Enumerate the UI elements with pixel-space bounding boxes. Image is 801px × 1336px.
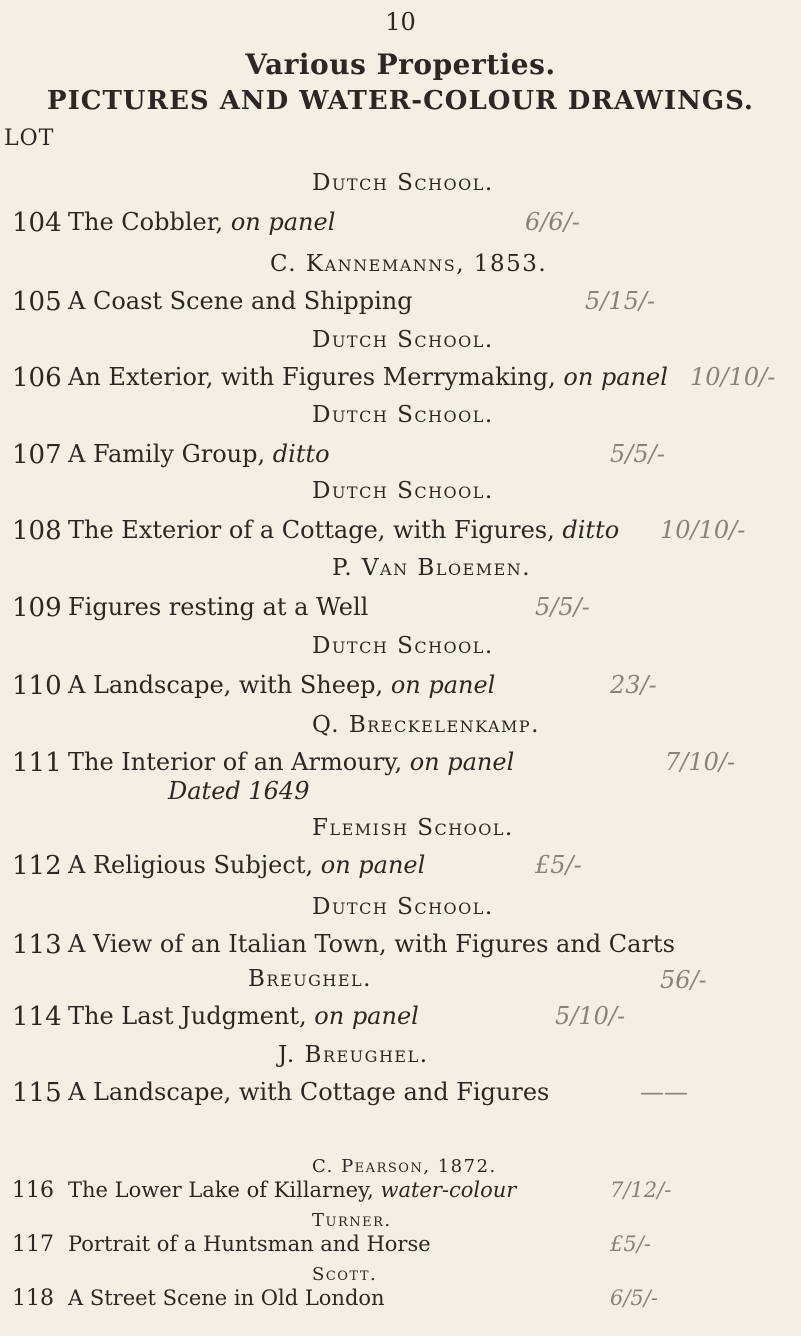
hammer-price: 56/-: [660, 966, 707, 994]
lot-medium: water-colour: [380, 1178, 517, 1202]
lot-title: Figures resting at a Well: [68, 593, 369, 621]
lot-description: The Lower Lake of Killarney, water-colour: [68, 1178, 517, 1202]
hammer-price: 5/10/-: [555, 1002, 626, 1030]
lot-entry: [0, 1178, 801, 1218]
lot-medium: on panel: [390, 671, 496, 699]
lot-entry: [0, 516, 801, 556]
hammer-price: 5/5/-: [535, 593, 590, 621]
lot-title: A Landscape, with Sheep,: [68, 671, 384, 699]
artist-heading: Dutch School.: [312, 327, 494, 353]
lot-entry: [0, 593, 801, 633]
lot-entry: [0, 1002, 801, 1042]
lot-entry: [0, 440, 801, 480]
section-title: PICTURES AND WATER-COLOUR DRAWINGS.: [47, 86, 754, 116]
lot-entry: [0, 208, 801, 248]
artist-line: [0, 966, 801, 1006]
lot-description: [68, 287, 413, 315]
artist-heading: Turner.: [312, 1210, 392, 1231]
artist-heading: C. Pearson, 1872.: [312, 1156, 497, 1177]
lot-number: 108: [12, 516, 62, 546]
lot-entry: [0, 1078, 801, 1118]
lot-description: [68, 593, 368, 621]
lot-description: [68, 208, 335, 236]
lot-description: [68, 1078, 549, 1106]
lot-entry: [0, 748, 801, 788]
artist-heading: J. Breughel.: [278, 1042, 429, 1068]
lot-title: The Interior of an Armoury,: [68, 748, 403, 776]
lot-description: [68, 748, 514, 776]
artist-heading: P. Van Bloemen.: [332, 555, 532, 581]
lot-number: 117: [12, 1232, 54, 1257]
lot-medium: on panel: [563, 363, 668, 391]
lot-medium: on panel: [314, 1002, 419, 1030]
artist-heading: Dutch School.: [312, 633, 494, 659]
hammer-price: £5/-: [535, 851, 582, 879]
lot-number: 109: [12, 593, 62, 623]
lot-title: A Coast Scene and Shipping: [68, 287, 413, 315]
lot-number: 118: [12, 1286, 54, 1311]
lot-number: 110: [12, 671, 62, 701]
hammer-price: ——: [640, 1078, 688, 1106]
lot-description: [68, 363, 668, 391]
hammer-price: £5/-: [610, 1232, 651, 1256]
artist-heading: Scott.: [312, 1264, 378, 1285]
lot-title: The Cobbler,: [68, 208, 224, 236]
lot-title: A Landscape, with Cottage and Figures: [68, 1078, 550, 1106]
lot-entry: [0, 1232, 801, 1272]
lot-number: 107: [12, 440, 62, 470]
lot-entry: [0, 1286, 801, 1326]
lot-medium: on panel: [409, 748, 515, 776]
artist-heading: C. Kannemanns, 1853.: [270, 251, 548, 277]
artist-heading: Dutch School.: [312, 402, 494, 428]
lot-entry: [0, 671, 801, 711]
lot-medium: on panel: [320, 851, 426, 879]
artist-heading: Flemish School.: [312, 815, 514, 841]
lot-entry: [0, 363, 801, 403]
lot-number: 112: [12, 851, 62, 881]
lot-entry: [0, 851, 801, 891]
hammer-price: 7/10/-: [665, 748, 736, 776]
lot-title: The Exterior of a Cottage, with Figures,: [68, 516, 555, 544]
hammer-price: 5/15/-: [585, 287, 656, 315]
artist-heading: Dutch School.: [312, 170, 494, 196]
hammer-price: 5/5/-: [610, 440, 665, 468]
lot-column-header: LOT: [4, 126, 55, 151]
hammer-price: 23/-: [610, 671, 657, 699]
lot-description: [68, 1002, 419, 1030]
hammer-price: 6/6/-: [525, 208, 580, 236]
lot-title: The Last Judgment,: [68, 1002, 307, 1030]
lot-number: 105: [12, 287, 62, 317]
lot-entry: [0, 930, 801, 970]
lot-medium: on panel: [230, 208, 336, 236]
lot-medium: ditto: [562, 516, 620, 544]
lot-date: Dated 1649: [168, 777, 310, 805]
lot-description: A Street Scene in Old London: [68, 1286, 385, 1310]
lot-entry: [0, 287, 801, 327]
lot-medium: ditto: [272, 440, 330, 468]
artist-heading: Dutch School.: [312, 478, 494, 504]
artist-heading: Breughel.: [248, 966, 372, 992]
lot-description: Portrait of a Huntsman and Horse: [68, 1232, 431, 1256]
hammer-price: 6/5/-: [610, 1286, 658, 1310]
page-number: 10: [385, 8, 416, 36]
hammer-price: 10/10/-: [660, 516, 746, 544]
lot-description: [68, 930, 675, 958]
lot-number: 111: [12, 748, 62, 778]
page-heading: Various Properties.: [245, 48, 556, 81]
lot-number: 104: [12, 208, 62, 238]
lot-title: A View of an Italian Town, with Figures and Carts: [68, 930, 675, 958]
lot-title: A Family Group,: [68, 440, 266, 468]
lot-description: [68, 851, 425, 879]
lot-description: [68, 671, 495, 699]
lot-description: [68, 516, 619, 544]
lot-number: 106: [12, 363, 62, 393]
hammer-price: 10/10/-: [690, 363, 776, 391]
lot-description: [68, 440, 330, 468]
hammer-price: 7/12/-: [610, 1178, 672, 1202]
lot-number: 113: [12, 930, 62, 960]
lot-number: 114: [12, 1002, 62, 1032]
artist-heading: Q. Breckelenkamp.: [312, 712, 540, 738]
lot-number: 115: [12, 1078, 62, 1108]
lot-title: An Exterior, with Figures Merrymaking,: [68, 363, 556, 391]
lot-number: 116: [12, 1178, 54, 1203]
lot-title: A Religious Subject,: [68, 851, 314, 879]
artist-heading: Dutch School.: [312, 894, 494, 920]
